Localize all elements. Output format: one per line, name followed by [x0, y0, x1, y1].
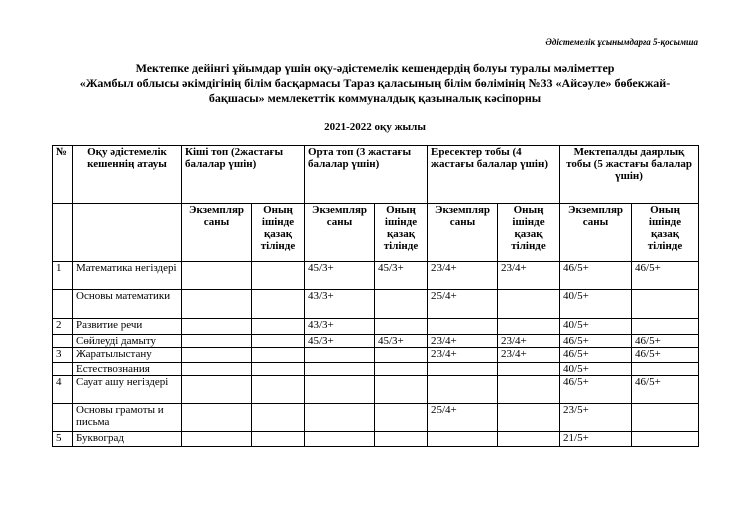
kazakh-count-cell [252, 432, 305, 447]
sub-header-kazakh: Оның ішінде қазақ тілінде [375, 204, 428, 262]
kazakh-count-cell [252, 290, 305, 319]
count-cell: 23/5+ [560, 404, 632, 432]
count-cell: 46/5+ [560, 376, 632, 404]
title-line-2: «Жамбыл облысы әкімдігінің білім басқармасы Тараз қаласының білім бөлімінің №33 «Айсәуле» бөбекжай- [79, 76, 671, 90]
count-cell [182, 335, 252, 348]
textbook-table [52, 145, 699, 447]
count-cell: 40/5+ [560, 319, 632, 335]
kazakh-count-cell [498, 432, 560, 447]
count-cell [428, 363, 498, 376]
kazakh-count-cell: 46/5+ [632, 262, 699, 290]
kazakh-count-cell [375, 319, 428, 335]
table-row [53, 432, 699, 447]
count-cell: 25/4+ [428, 290, 498, 319]
row-name: Сөйлеуді дамыту [73, 335, 182, 348]
header-group-senior: Ересектер тобы (4 жастағы балалар үшін) [428, 146, 560, 204]
count-cell [305, 363, 375, 376]
kazakh-count-cell [252, 335, 305, 348]
kazakh-count-cell [252, 262, 305, 290]
kazakh-count-cell [375, 363, 428, 376]
kazakh-count-cell [375, 290, 428, 319]
row-name: Основы математики [73, 290, 182, 319]
sub-header-empty-name [73, 204, 182, 262]
title-line-1: Мектепке дейінгі ұйымдар үшін оқу-әдістемелік кешендердің болуы туралы мәліметтер [135, 61, 615, 75]
row-number [53, 404, 73, 432]
count-cell [182, 319, 252, 335]
kazakh-count-cell [375, 376, 428, 404]
sub-header-count: Экземпляр саны [428, 204, 498, 262]
count-cell [182, 432, 252, 447]
kazakh-count-cell [498, 404, 560, 432]
kazakh-count-cell: 23/4+ [498, 348, 560, 363]
table-row [53, 335, 699, 348]
row-number: 5 [53, 432, 73, 447]
count-cell: 25/4+ [428, 404, 498, 432]
row-name: Сауат ашу негіздері [73, 376, 182, 404]
count-cell [428, 319, 498, 335]
kazakh-count-cell [632, 432, 699, 447]
kazakh-count-cell [375, 348, 428, 363]
row-name: Буквоград [73, 432, 182, 447]
count-cell: 45/3+ [305, 335, 375, 348]
count-cell: 23/4+ [428, 348, 498, 363]
count-cell [182, 262, 252, 290]
header-group-preschool: Мектепалды даярлық тобы (5 жастағы балалар үшін) [560, 146, 699, 204]
sub-header-count: Экземпляр саны [182, 204, 252, 262]
kazakh-count-cell [632, 319, 699, 335]
count-cell: 23/4+ [428, 335, 498, 348]
count-cell [182, 290, 252, 319]
count-cell: 23/4+ [428, 262, 498, 290]
kazakh-count-cell: 23/4+ [498, 262, 560, 290]
table-row [53, 319, 699, 335]
count-cell: 40/5+ [560, 290, 632, 319]
kazakh-count-cell [498, 376, 560, 404]
title-line-3: бақшасы» мемлекеттік коммуналдық қазыналық кәсіпорны [208, 91, 542, 105]
count-cell: 40/5+ [560, 363, 632, 376]
table-row [53, 404, 699, 432]
count-cell: 46/5+ [560, 262, 632, 290]
kazakh-count-cell [375, 432, 428, 447]
count-cell [428, 376, 498, 404]
kazakh-count-cell [498, 363, 560, 376]
kazakh-count-cell [375, 404, 428, 432]
row-name: Развитие речи [73, 319, 182, 335]
row-name: Жаратылыстану [73, 348, 182, 363]
academic-year: 2021-2022 оқу жылы [324, 121, 426, 133]
kazakh-count-cell [252, 363, 305, 376]
count-cell [305, 432, 375, 447]
group-header-row [53, 146, 699, 204]
count-cell [305, 376, 375, 404]
count-cell [305, 404, 375, 432]
count-cell [182, 376, 252, 404]
kazakh-count-cell: 45/3+ [375, 335, 428, 348]
kazakh-count-cell [252, 376, 305, 404]
table-row [53, 262, 699, 290]
count-cell: 46/5+ [560, 348, 632, 363]
count-cell [182, 404, 252, 432]
kazakh-count-cell [632, 404, 699, 432]
kazakh-count-cell: 46/5+ [632, 376, 699, 404]
count-cell: 43/3+ [305, 290, 375, 319]
table-row [53, 348, 699, 363]
row-number: 4 [53, 376, 73, 404]
row-name: Естествознания [73, 363, 182, 376]
kazakh-count-cell: 46/5+ [632, 335, 699, 348]
sub-header-kazakh: Оның ішінде қазақ тілінде [632, 204, 699, 262]
appendix-label: Әдістемелік ұсынымдарға 5-қосымша [545, 37, 698, 47]
row-number: 3 [53, 348, 73, 363]
count-cell [305, 348, 375, 363]
table-row [53, 290, 699, 319]
row-number [53, 290, 73, 319]
kazakh-count-cell: 45/3+ [375, 262, 428, 290]
count-cell: 46/5+ [560, 335, 632, 348]
sub-header-kazakh: Оның ішінде қазақ тілінде [498, 204, 560, 262]
kazakh-count-cell [498, 319, 560, 335]
kazakh-count-cell: 46/5+ [632, 348, 699, 363]
table-row [53, 363, 699, 376]
sub-header-row [53, 204, 699, 262]
count-cell: 43/3+ [305, 319, 375, 335]
kazakh-count-cell [252, 404, 305, 432]
count-cell: 21/5+ [560, 432, 632, 447]
header-group-middle: Орта топ (3 жастағы балалар үшін) [305, 146, 428, 204]
header-no: № [53, 146, 73, 204]
row-name: Математика негіздері [73, 262, 182, 290]
kazakh-count-cell [632, 363, 699, 376]
kazakh-count-cell [632, 290, 699, 319]
sub-header-kazakh: Оның ішінде қазақ тілінде [252, 204, 305, 262]
row-number [53, 363, 73, 376]
sub-header-empty-no [53, 204, 73, 262]
header-name: Оқу әдістемелік кешеннің атауы [73, 146, 182, 204]
sub-header-count: Экземпляр саны [305, 204, 375, 262]
row-name: Основы грамоты и письма [73, 404, 182, 432]
document-title [40, 61, 710, 106]
row-number: 1 [53, 262, 73, 290]
header-group-junior: Кіші топ (2жастағы балалар үшін) [182, 146, 305, 204]
count-cell [182, 348, 252, 363]
sub-header-count: Экземпляр саны [560, 204, 632, 262]
row-number: 2 [53, 319, 73, 335]
kazakh-count-cell [498, 290, 560, 319]
kazakh-count-cell [252, 319, 305, 335]
count-cell [182, 363, 252, 376]
kazakh-count-cell [252, 348, 305, 363]
count-cell [428, 432, 498, 447]
kazakh-count-cell: 23/4+ [498, 335, 560, 348]
count-cell: 45/3+ [305, 262, 375, 290]
table-row [53, 376, 699, 404]
row-number [53, 335, 73, 348]
